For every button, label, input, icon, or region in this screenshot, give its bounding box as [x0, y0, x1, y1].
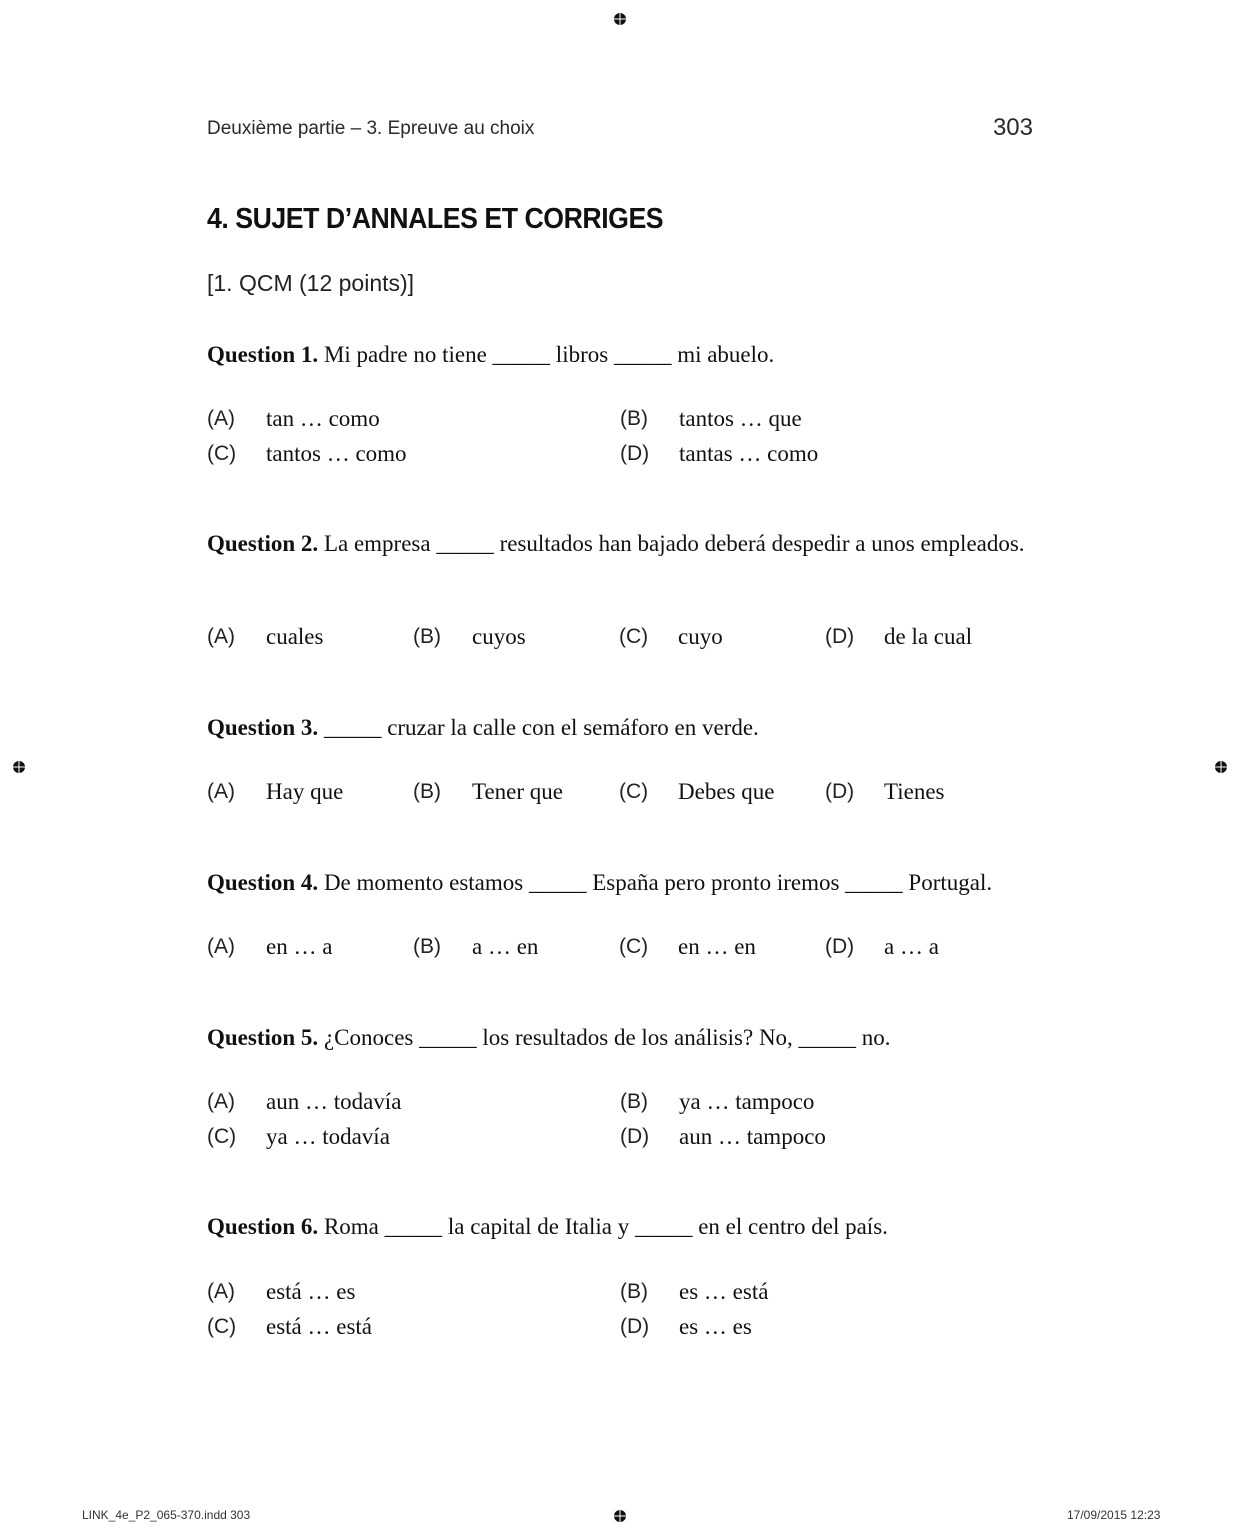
option-text: Tener que: [472, 778, 563, 804]
question-1: [207, 340, 1033, 370]
option-text: Tienes: [884, 778, 945, 804]
option-text: aun … todavía: [266, 1088, 402, 1114]
running-head: Deuxième partie – 3. Epreuve au choix: [207, 118, 535, 139]
option-c[interactable]: [619, 624, 825, 650]
question-text: ¿Conoces _____ los resultados de los análisis? No, _____ no.: [318, 1025, 891, 1050]
slug-datetime: 17/09/2015 12:23: [1067, 1508, 1161, 1522]
question-text: Roma _____ la capital de Italia y _____ en el centro del país.: [318, 1214, 888, 1239]
option-a[interactable]: [207, 1089, 620, 1115]
question-1-options: [207, 401, 1033, 471]
option-text: es … es: [679, 1313, 752, 1339]
option-d[interactable]: [825, 934, 1031, 960]
option-text: aun … tampoco: [679, 1123, 826, 1149]
option-c[interactable]: [207, 1314, 620, 1340]
option-letter: (B): [413, 934, 441, 958]
option-letter: (B): [620, 406, 648, 430]
option-text: en … a: [266, 933, 333, 959]
option-b[interactable]: [620, 1279, 1033, 1305]
option-b[interactable]: [413, 779, 619, 805]
registration-mark-icon: [1214, 760, 1228, 774]
question-label: Question 1.: [207, 342, 319, 367]
option-c[interactable]: [619, 934, 825, 960]
option-text: ya … tampoco: [679, 1088, 815, 1114]
question-label: Question 3.: [207, 715, 319, 740]
option-letter: (A): [207, 406, 235, 430]
registration-mark-icon: [12, 760, 26, 774]
option-c[interactable]: [619, 779, 825, 805]
section-title: 4. SUJET D’ANNALES ET CORRIGES: [207, 203, 664, 235]
option-d[interactable]: [825, 624, 1031, 650]
option-a[interactable]: [207, 1279, 620, 1305]
option-a[interactable]: [207, 406, 620, 432]
option-text: cuyo: [678, 623, 723, 649]
question-4: [207, 868, 1033, 898]
option-text: de la cual: [884, 623, 973, 649]
option-letter: (C): [619, 934, 649, 958]
option-letter: (B): [413, 779, 441, 803]
option-letter: (C): [207, 1124, 237, 1148]
option-text: a … a: [884, 933, 939, 959]
option-letter: (D): [620, 441, 650, 465]
question-3: [207, 713, 1033, 743]
question-label: Question 5.: [207, 1025, 319, 1050]
registration-mark-icon: [613, 1509, 627, 1523]
option-text: es … está: [679, 1278, 769, 1304]
option-text: Debes que: [678, 778, 775, 804]
slug-filename: LINK_4e_P2_065-370.indd 303: [82, 1508, 251, 1522]
option-b[interactable]: [413, 624, 619, 650]
option-letter: (C): [619, 779, 649, 803]
option-letter: (C): [207, 1314, 237, 1338]
option-text: tantos … que: [679, 405, 802, 431]
option-text: en … en: [678, 933, 756, 959]
option-text: Hay que: [266, 778, 344, 804]
option-letter: (A): [207, 779, 235, 803]
option-a[interactable]: [207, 624, 413, 650]
question-4-options: [207, 929, 1033, 964]
option-letter: (D): [825, 934, 855, 958]
option-text: tantos … como: [266, 440, 407, 466]
option-letter: (B): [620, 1089, 648, 1113]
option-text: ya … todavía: [266, 1123, 390, 1149]
option-b[interactable]: [413, 934, 619, 960]
option-letter: (D): [620, 1124, 650, 1148]
option-text: tan … como: [266, 405, 380, 431]
option-letter: (C): [619, 624, 649, 648]
question-text: Mi padre no tiene _____ libros _____ mi abuelo.: [318, 342, 775, 367]
question-6: [207, 1212, 1033, 1242]
option-text: está … es: [266, 1278, 356, 1304]
option-d[interactable]: [620, 441, 1033, 467]
option-a[interactable]: [207, 934, 413, 960]
option-text: cuales: [266, 623, 324, 649]
question-label: Question 4.: [207, 870, 319, 895]
question-text: De momento estamos _____ España pero pronto iremos _____ Portugal.: [318, 870, 993, 895]
option-letter: (A): [207, 1089, 235, 1113]
page-number: 303: [992, 114, 1033, 141]
option-text: cuyos: [472, 623, 526, 649]
option-text: está … está: [266, 1313, 373, 1339]
option-b[interactable]: [620, 406, 1033, 432]
option-letter: (A): [207, 624, 235, 648]
question-2-options: [207, 619, 1033, 654]
question-3-options: [207, 774, 1033, 809]
registration-mark-icon: [613, 12, 627, 26]
option-c[interactable]: [207, 441, 620, 467]
question-text: La empresa _____ resultados han bajado deberá despedir a unos empleados.: [318, 531, 1025, 556]
question-6-options: [207, 1274, 1033, 1344]
option-a[interactable]: [207, 779, 413, 805]
option-letter: (B): [413, 624, 441, 648]
option-c[interactable]: [207, 1124, 620, 1150]
option-letter: (C): [207, 441, 237, 465]
option-text: a … en: [472, 933, 539, 959]
option-letter: (A): [207, 934, 235, 958]
option-b[interactable]: [620, 1089, 1033, 1115]
option-letter: (D): [825, 624, 855, 648]
question-label: Question 2.: [207, 531, 319, 556]
option-letter: (D): [825, 779, 855, 803]
question-2: [207, 529, 1033, 559]
option-text: tantas … como: [679, 440, 819, 466]
question-text: _____ cruzar la calle con el semáforo en verde.: [318, 715, 759, 740]
question-label: Question 6.: [207, 1214, 319, 1239]
question-5: [207, 1023, 1033, 1053]
option-letter: (B): [620, 1279, 648, 1303]
option-d[interactable]: [620, 1314, 1033, 1340]
option-d[interactable]: [620, 1124, 1033, 1150]
option-letter: (A): [207, 1279, 235, 1303]
option-d[interactable]: [825, 779, 1031, 805]
section-subtitle: [1. QCM (12 points)]: [207, 270, 415, 296]
question-5-options: [207, 1084, 1033, 1154]
option-letter: (D): [620, 1314, 650, 1338]
